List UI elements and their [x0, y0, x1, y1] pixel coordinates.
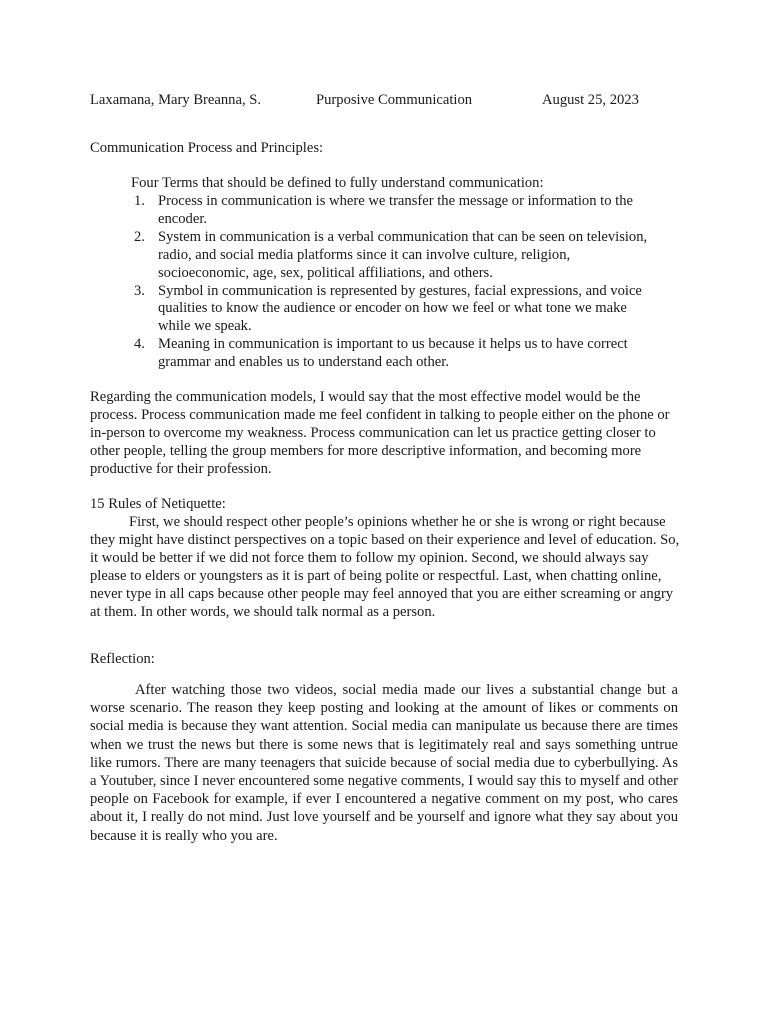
list-item-number: 4. — [134, 336, 145, 353]
list-item — [131, 229, 661, 283]
document-date: August 25, 2023 — [542, 92, 639, 108]
reflection-title: Reflection: — [90, 651, 155, 667]
document-header — [90, 92, 690, 110]
list-item-text: Meaning in communication is important to us because it helps us to have correct grammar and enables us to understand each other. — [158, 336, 628, 371]
netiquette-paragraph: First, we should respect other people’s opinions whether he or she is wrong or right because they might have distinct perspectives on a topic based on their experience and level of education. So, it would be better if we did not force them to follow my opinion. Second, we should always say please to elders or youngsters as it is part of being polite or respectful. Last, when chatting online, never type in all caps because other people may feel annoyed that you are either screaming or angry at them. In other words, we should talk normal as a person. — [90, 514, 680, 620]
terms-intro: Four Terms that should be defined to fully understand communication: — [131, 175, 544, 191]
terms-list — [131, 193, 661, 372]
section-title: Communication Process and Principles: — [90, 140, 324, 156]
list-item-number: 3. — [134, 282, 145, 299]
list-item — [131, 193, 661, 229]
author-name: Laxamana, Mary Breanna, S. — [90, 92, 262, 108]
list-item-text: Symbol in communication is represented by gestures, facial expressions, and voice qualities to know the audience or encoder on how we feel or what tone we make while we speak. — [158, 282, 642, 335]
models-paragraph: Regarding the communication models, I would say that the most effective model would be the process. Process communication made me feel confident in talking to people either on the phone or in-person to overcome my weakness. Process communication can let us practice getting closer to other people, telling the group members for more descriptive information, and becoming more productive for their profession. — [90, 389, 670, 477]
list-item-text: Process in communication is where we transfer the message or information to the encoder. — [158, 193, 633, 227]
netiquette-title: 15 Rules of Netiquette: — [90, 496, 226, 512]
list-item-number: 2. — [134, 228, 145, 245]
reflection-paragraph: After watching those two videos, social media made our lives a substantial change but a worse scenario. The reason they keep posting and looking at the amount of likes or comments on social media is because they want attention. Social media can manipulate us because there are times when we trust the news but there is some news that is legitimately real and says something untrue like rumors. There are many teenagers that suicide because of social media due to cyberbullying. As a Youtuber, since I never encountered some negative comments, I would say this to myself and other people on Facebook for example, if ever I encountered a negative comment on my post, who cares about it, I really do not mind. Just love yourself and be yourself and ignore what they say about you because it is really who you are. — [90, 682, 678, 844]
list-item-text: System in communication is a verbal communication that can be seen on television, radio, and social media platforms since it can involve culture, religion, socioeconomic, age, sex, political affiliations, and others. — [158, 228, 648, 281]
list-item — [131, 336, 661, 372]
list-item — [131, 283, 661, 337]
list-item-number: 1. — [134, 193, 145, 209]
course-name: Purposive Communication — [316, 92, 473, 108]
